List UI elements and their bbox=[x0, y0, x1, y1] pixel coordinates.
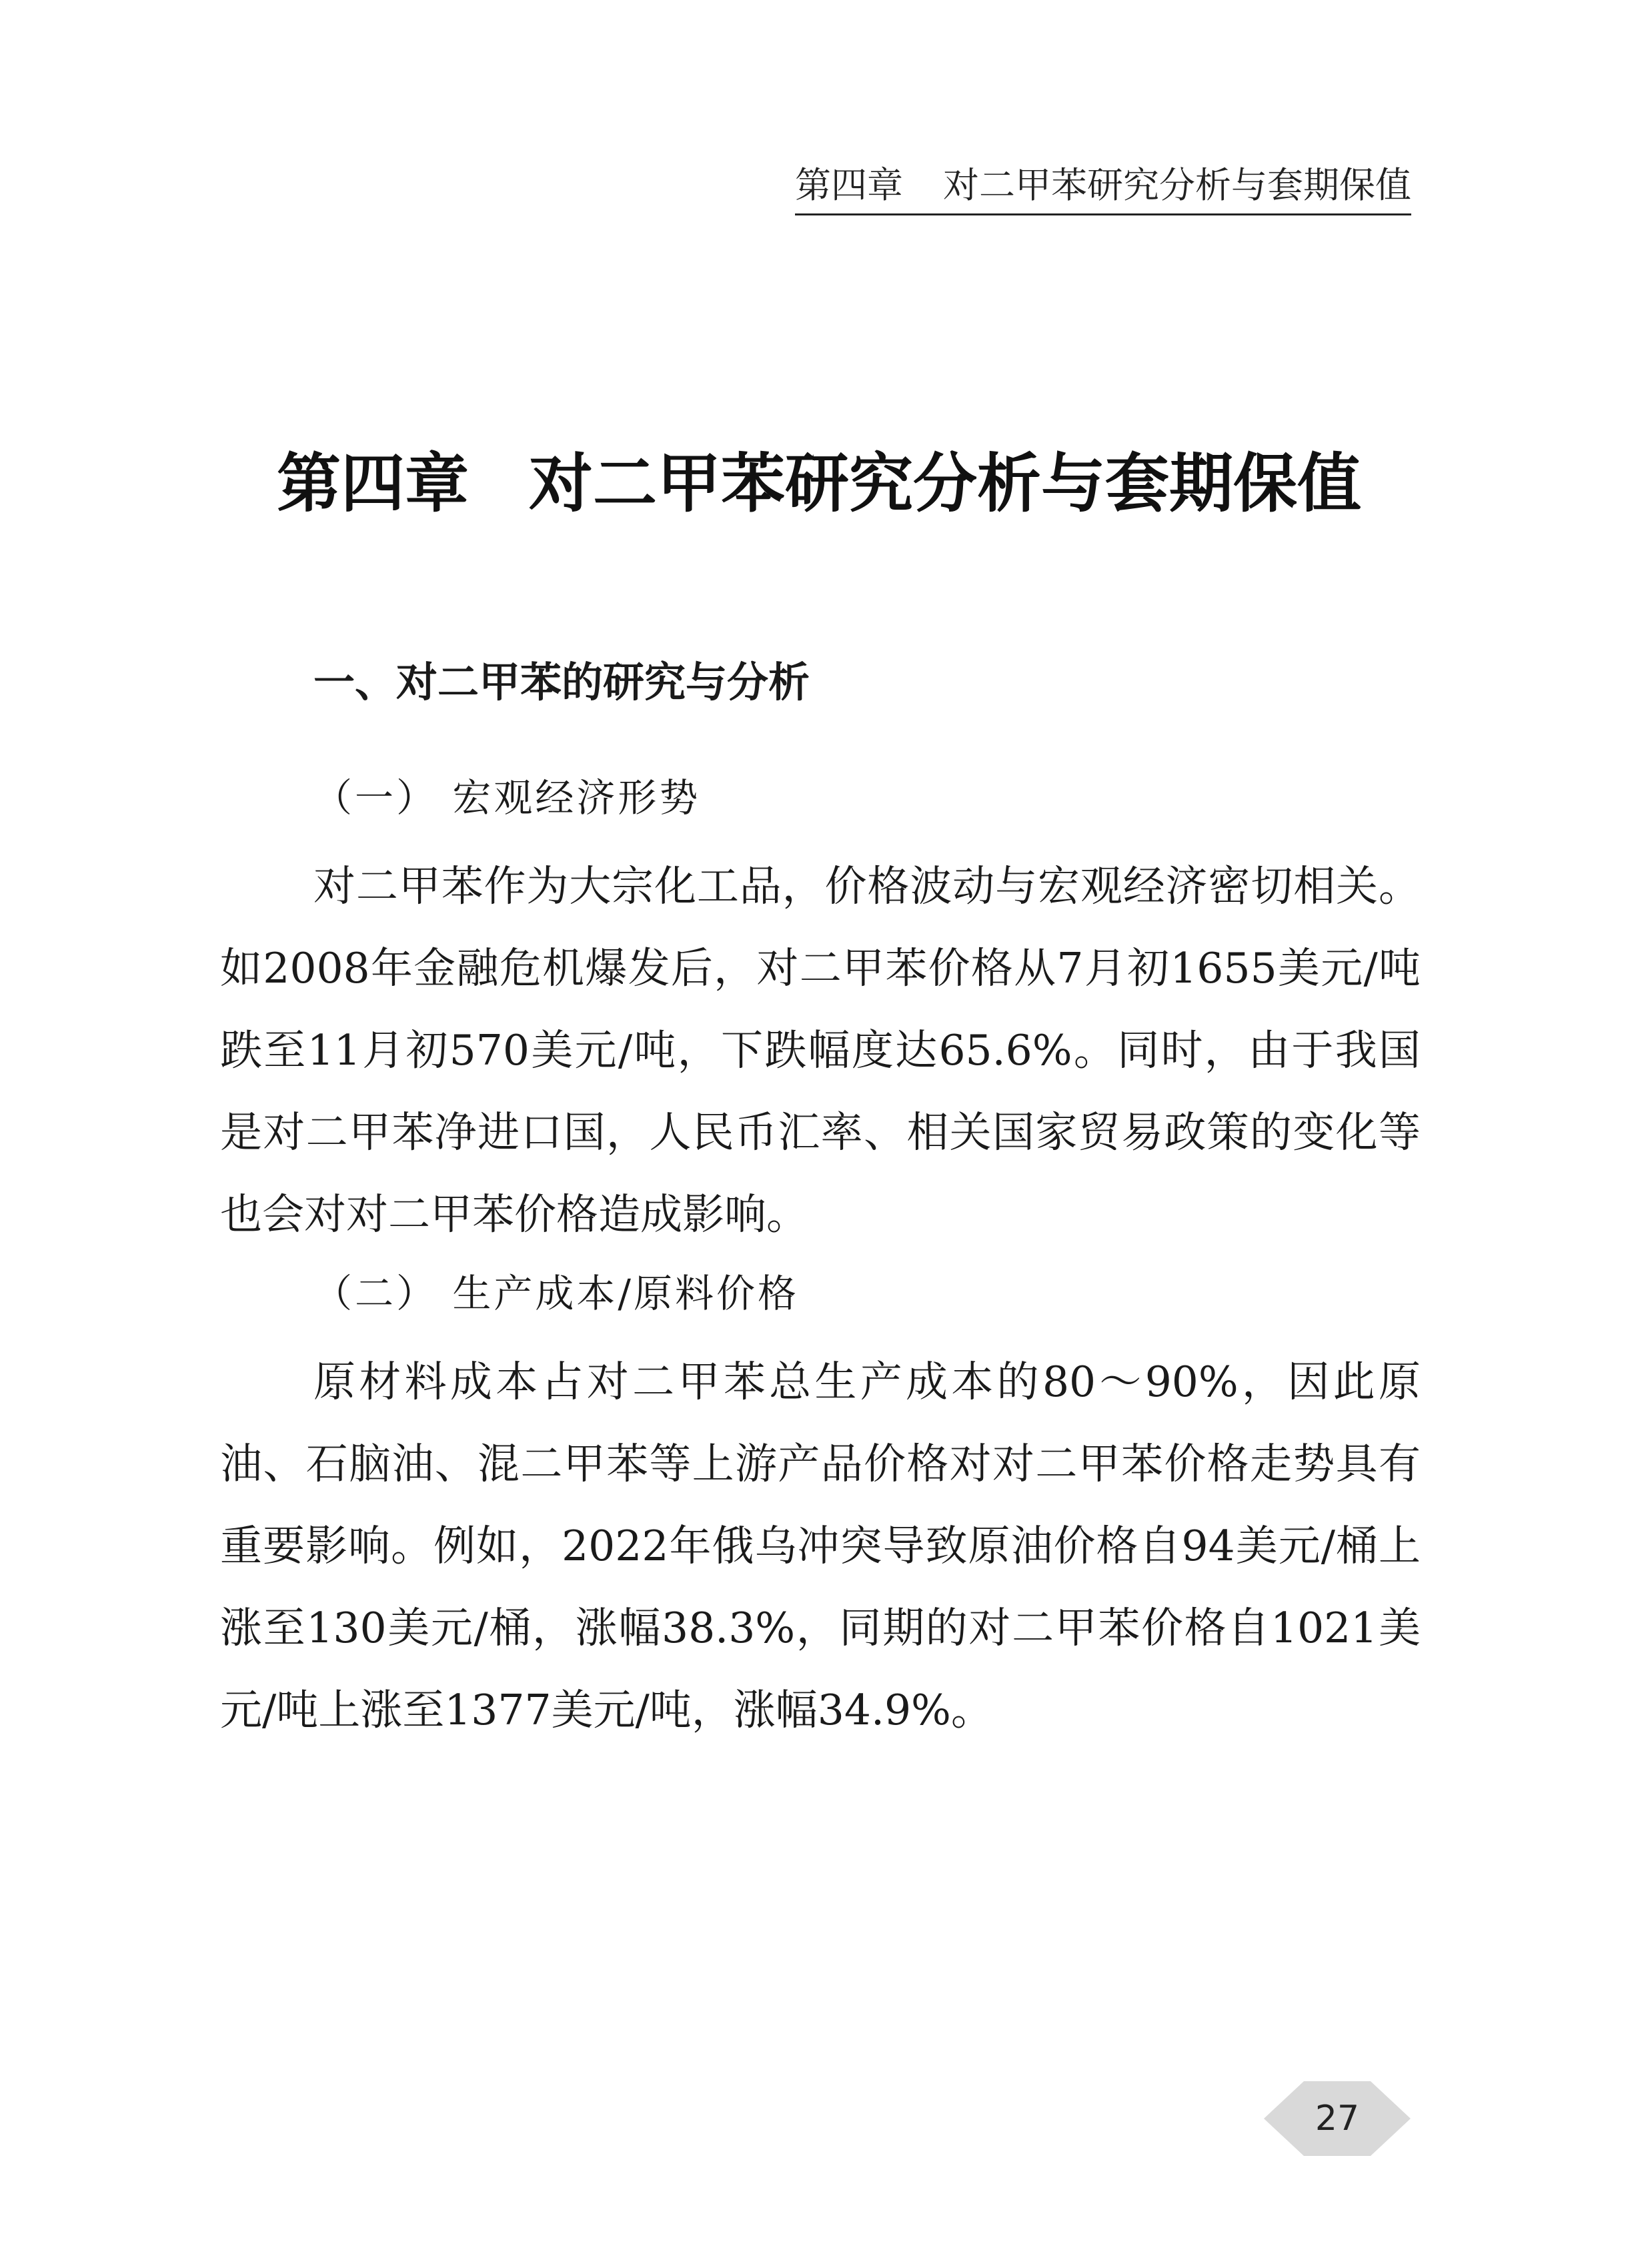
subsection-heading-cost: （二） 生产成本/原料价格 bbox=[313, 1271, 799, 1316]
section-heading: 一、对二甲苯的研究与分析 bbox=[313, 658, 810, 706]
running-header-title: 对二甲苯研究分析与套期保值 bbox=[943, 164, 1411, 206]
running-header-chapter: 第四章 bbox=[795, 164, 903, 206]
chapter-title bbox=[0, 440, 1638, 527]
paragraph-macro: 对二甲苯作为大宗化工品，价格波动与宏观经济密切相关。如2008年金融危机爆发后，对二甲苯价格从7月初1655美元/吨跌至11月初570美元/吨，下跌幅度达65.6%。同时，由于我国是对二甲苯净进口国，人民币汇率、相关国家贸易政策的变化等也会对对二甲苯价格造成影响。 bbox=[220, 862, 1421, 1239]
running-header bbox=[795, 160, 1411, 215]
page-number-badge bbox=[1264, 2081, 1411, 2156]
page-body bbox=[220, 650, 1421, 1759]
paragraph-cost: 原材料成本占对二甲苯总生产成本的80～90%，因此原油、石脑油、混二甲苯等上游产品价格对对二甲苯价格走势具有重要影响。例如，2022年俄乌冲突导致原油价格自94美元/桶上涨至130美元/桶，涨幅38.3%，同期的对二甲苯价格自1021美元/吨上涨至1377美元/吨，涨幅34.9%。 bbox=[220, 1357, 1421, 1734]
page-number: 27 bbox=[1315, 2099, 1360, 2139]
subsection-heading-macro: （一） 宏观经济形势 bbox=[313, 775, 701, 820]
chapter-title-number: 第四章 bbox=[277, 446, 469, 521]
chapter-title-text: 对二甲苯研究分析与套期保值 bbox=[529, 446, 1361, 521]
